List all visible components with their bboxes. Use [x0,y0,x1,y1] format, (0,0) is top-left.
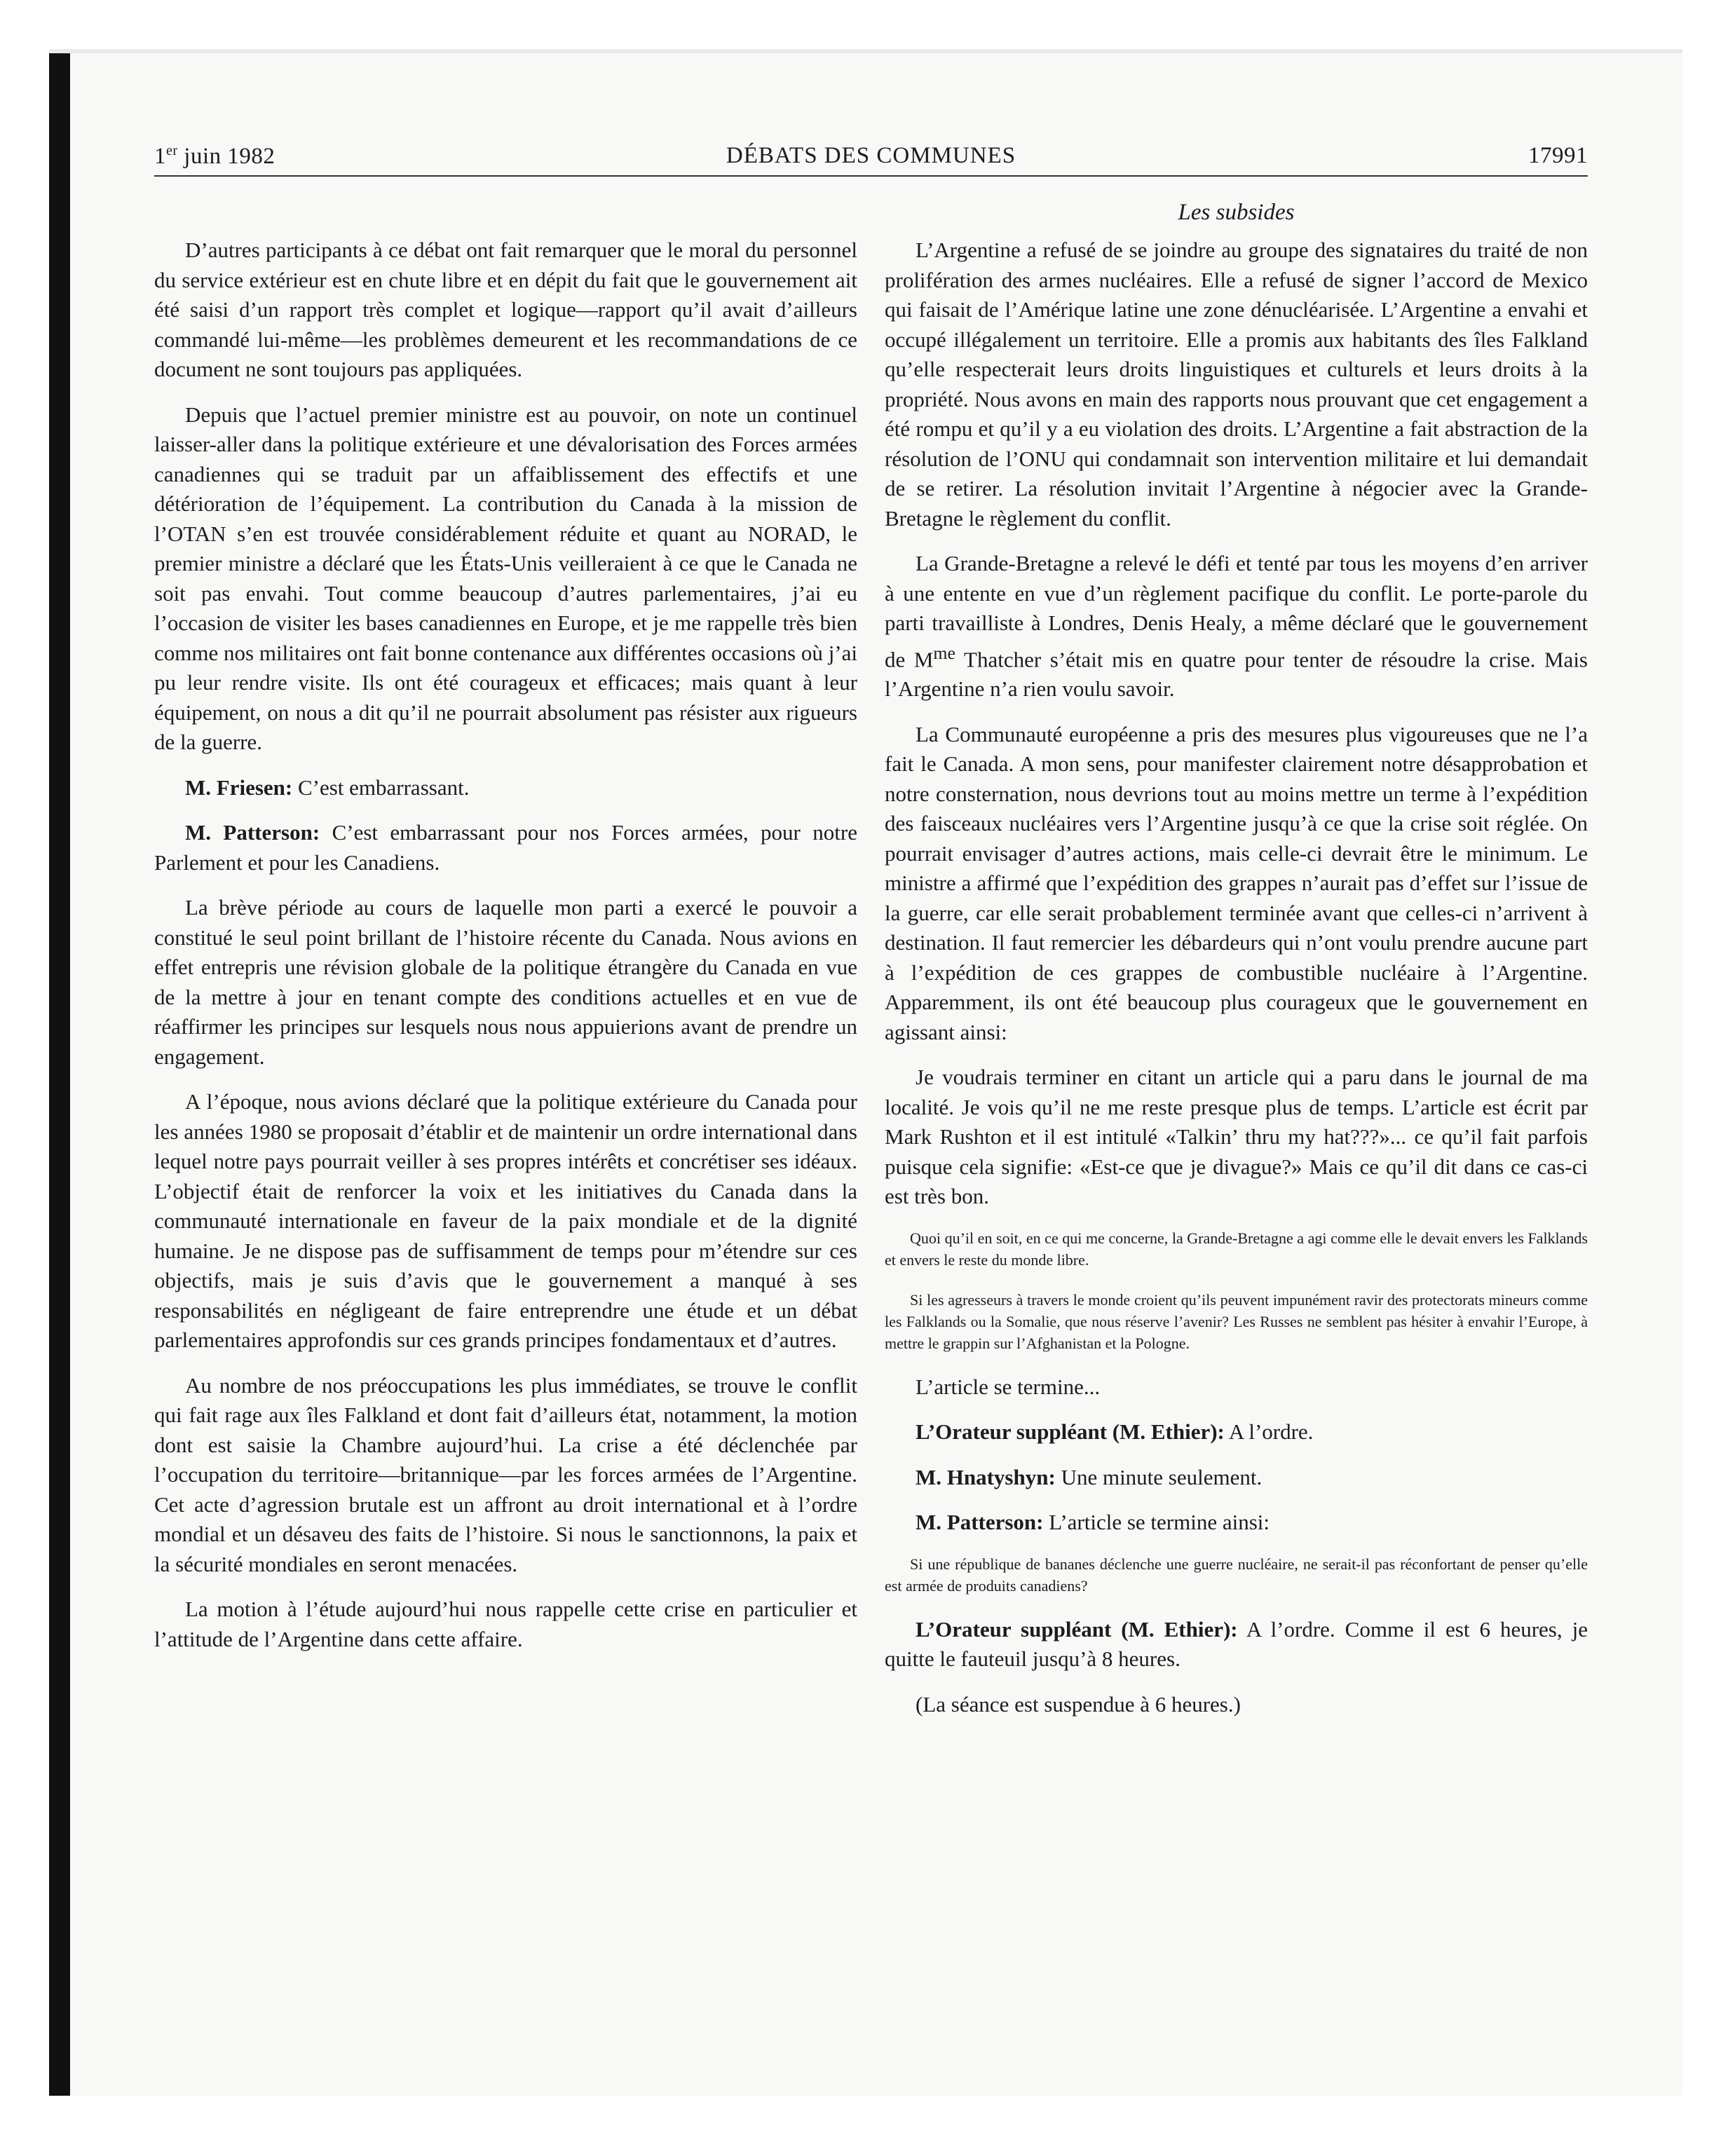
speaker-name: L’Orateur suppléant (M. Ethier): [916,1616,1238,1642]
speaker-name: M. Patterson: [916,1510,1044,1535]
speaker-name: M. Hnatyshyn: [916,1464,1056,1489]
block-quote: Si les agresseurs à travers le monde croient qu’ils peuvent impunément ravir des protectorats mineurs comme les Falklands ou la Somalie, que nous réserve l’avenir? Les Russes ne semblent pas hésiter à envahir l’Europe, à mettre le grappin sur l’Afghanistan et la Pologne. [885,1290,1588,1352]
speech-patterson: M. Patterson: L’article se termine ainsi: [916,1510,1270,1535]
speech-patterson: M. Patterson: C’est embarrassant pour nos Forces armées, pour notre Parlement et pour les Canadiens. [154,820,857,875]
paragraph: La brève période au cours de laquelle mon parti a exercé le pouvoir a constitué le seul point brillant de l’histoire récente du Canada. Nous avions en effet entrepris une révision globale de la politique étrangère du Canada en vue de la mettre à jour en tenant compte des conditions actuelles et en vue de réaffirmer les principes sur lesquels nous nous appuierions avant de prendre un engagement. [154,895,857,1069]
speaker-name: M. Friesen: [185,775,293,800]
paragraph: (La séance est suspendue à 6 heures.) [916,1691,1241,1717]
header-date: 1er juin 1982 [154,143,275,169]
left-column [154,236,857,1670]
paragraph: Au nombre de nos préoccupations les plus immédiates, se trouve le conflit qui fait rage aux îles Falkland et dont fait d’ailleurs état, notamment, la motion dont est saisie la Chambre aujourd’hui. La crise a été déclenchée par l’occupation du territoire—britannique—par les forces armées de l’Argentine. Cet acte d’agression brutale est un affront au droit international et à l’ordre mondial et un désaveu des faits de l’histoire. Si nous le sanctionnons, la paix et la sécurité mondiales en seront menacées. [154,1372,857,1576]
speech-orateur: L’Orateur suppléant (M. Ethier): A l’ordre. [916,1419,1314,1445]
paragraph: A l’époque, nous avions déclaré que la politique extérieure du Canada pour les années 1980 se proposait d’établir et de maintenir un ordre international dans lequel notre pays pourrait veiller à ses propres intérêts et concrétiser ses idéaux. L’objectif était de renforcer la voix et les initiatives du Canada dans la communauté internationale en faveur de la paix mondiale et de la dignité humaine. Je ne dispose pas de suffisamment de temps pour m’étendre sur ces objectifs, mais je suis d’avis que le gouvernement a manqué à ses responsabilités en négligeant de faire entreprendre une étude et un débat parlementaires approfondis sur ces grands principes fondamentaux et d’autres. [154,1089,857,1352]
paragraph: Je voudrais terminer en citant un article qui a paru dans le journal de ma localité. Je vois qu’il ne me reste presque plus de temps. L’article est écrit par Mark Rushton et il est intitulé «Talkin’ thru my hat???»... ce qu’il fait parfois puisque cela signifie: «Est-ce que je divague?» Mais ce qu’il dit dans ce cas-ci est très bon. [885,1065,1588,1209]
paragraph: La motion à l’étude aujourd’hui nous rappelle cette crise en particulier et l’attitude de l’Argentine dans cette affaire. [154,1597,857,1651]
scan-border-left [49,49,70,2096]
speaker-name: M. Patterson: [185,820,320,845]
paragraph: Depuis que l’actuel premier ministre est au pouvoir, on note un continuel laisser-aller dans la politique extérieure et une dévalorisation des Forces armées canadiennes qui se traduit par un affaiblissement des effectifs et une détérioration de l’équipement. La contribution du Canada à la mission de l’OTAN s’en est trouvée considérablement réduite et quant au NORAD, le premier ministre a déclaré que les États-Unis veilleraient à ce que le Canada ne soit pas envahi. Tout comme beaucoup d’autres parlementaires, j’ai eu l’occasion de visiter les bases canadiennes en Europe, et je me rappelle très bien comme nos militaires ont fait bonne contenance aux différentes occasions où j’ai pu leur rendre visite. Ils ont été courageux et efficaces; mais quant à leur équipement, on nous a dit qu’il ne pourrait absolument pas résister aux rigueurs de la guerre. [154,402,857,754]
page-number: 17991 [1528,143,1588,168]
section-label: Les subsides [1178,200,1295,225]
header-title: DÉBATS DES COMMUNES [726,143,1016,168]
speech-friesen: M. Friesen: C’est embarrassant. [185,775,470,800]
paragraph: D’autres participants à ce débat ont fait remarquer que le moral du personnel du service extérieur est en chute libre et en dépit du fait que le gouvernement ait été saisi d’un rapport très complet et logique—rapport qu’il avait d’ailleurs commandé lui-même—les problèmes demeurent et les recommandations de ce document ne sont toujours pas appliquées. [154,238,857,381]
paragraph: L’article se termine... [916,1374,1101,1399]
speech-orateur: L’Orateur suppléant (M. Ethier): A l’ordre. Comme il est 6 heures, je quitte le fauteuil jusqu’à 8 heures. [885,1616,1588,1672]
speaker-name: L’Orateur suppléant (M. Ethier): [916,1419,1225,1445]
block-quote: Si une république de bananes déclenche une guerre nucléaire, ne serait-il pas réconfortant de penser qu’elle est armée de produits canadiens? [885,1555,1588,1595]
speech-hnatyshyn: M. Hnatyshyn: Une minute seulement. [916,1464,1263,1489]
paragraph: La Grande-Bretagne a relevé le défi et tenté par tous les moyens d’en arriver à une entente en vue d’un règlement pacifique du conflit. Le porte-parole du parti travailliste à Londres, Denis Healy, a même déclaré que le gouvernement de $M^{me}$ Thatcher s’était mis en quatre pour tenter de résoudre la crise. Mais l’Argentine n’a rien voulu savoir. [885,551,1588,702]
header-rule [154,175,1588,177]
paragraph: La Communauté européenne a pris des mesures plus vigoureuses que ne l’a fait le Canada. A mon sens, pour manifester clairement notre désapprobation et notre consternation, nous devrions tout au moins mettre un terme à l’expédition des faisceaux nucléaires vers l’Argentine jusqu’à ce que la crise soit réglée. On pourrait envisager d’autres actions, mais celle-ci devrait être le minimum. Le ministre a affirmé que l’expédition des grappes n’aurait pas d’effet sur l’issue de la guerre, car elle serait probablement terminée avant que celles-ci n’arrivent à destination. Il faut remercier les débardeurs qui n’ont voulu prendre aucune part à l’expédition de ces grappes de combustible nucléaire à l’Argentine. Apparemment, ils ont été beaucoup plus courageux que le gouvernement en agissant ainsi: [885,721,1588,1044]
paragraph: L’Argentine a refusé de se joindre au groupe des signataires du traité de non prolifération des armes nucléaires. Elle a refusé de signer l’accord de Mexico qui faisait de l’Amérique latine une zone dénucléarisée. L’Argentine a envahi et occupé illégalement un territoire. Elle a promis aux habitants des îles Falkland qu’elle respecterait leurs droits linguistiques et culturels et leurs droits à la propriété. Nous avons en main des rapports nous prouvant que cet engagement a été rompu et qu’il y a eu violation des droits. L’Argentine a fait abstraction de la résolution de l’ONU qui condamnait son intervention militaire et lui demandait de se retirer. La résolution invitait l’Argentine à négocier avec la Grande-Bretagne le règlement du conflit. [885,238,1588,531]
block-quote: Quoi qu’il en soit, en ce qui me concerne, la Grande-Bretagne a agi comme elle le devait envers les Falklands et envers le reste du monde libre. [885,1229,1588,1269]
running-header [154,143,1588,178]
right-column [885,236,1588,1735]
